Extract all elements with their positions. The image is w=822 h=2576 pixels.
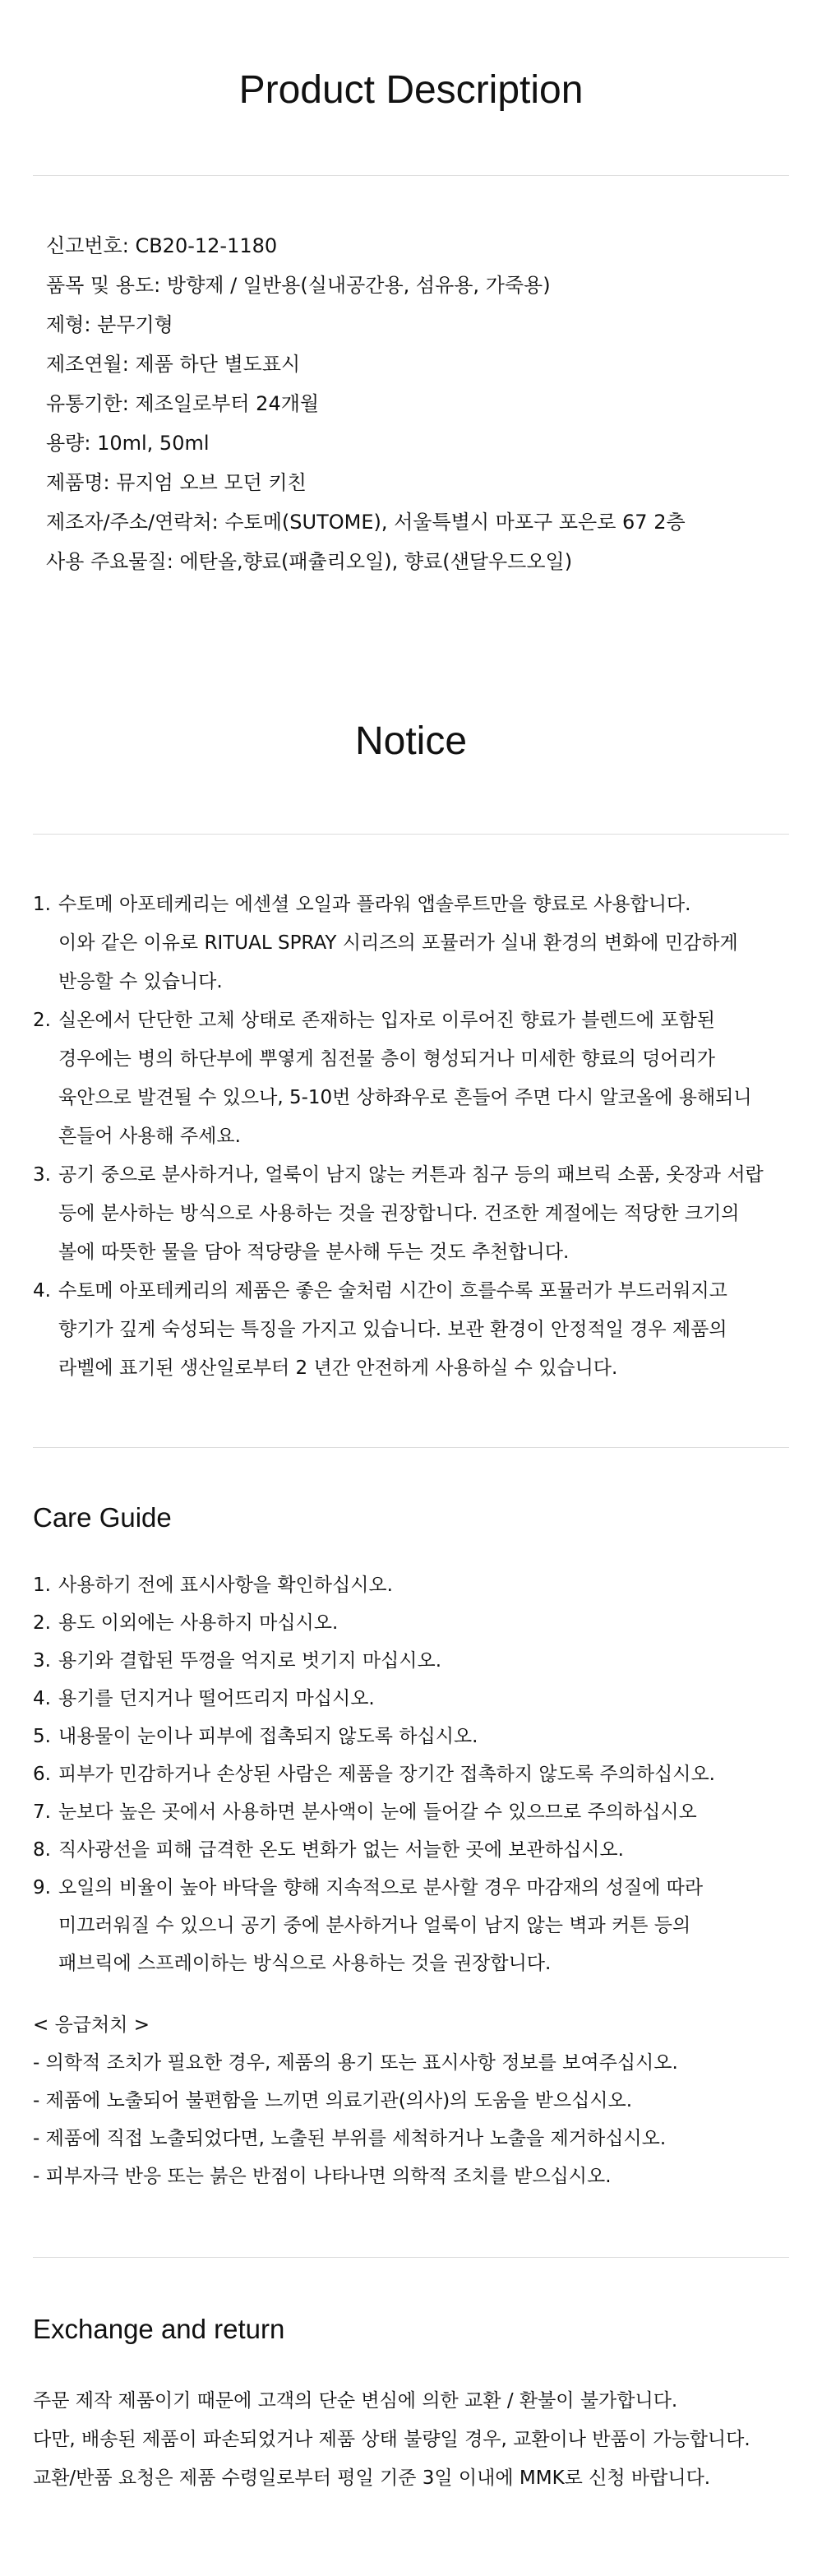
item-number: 4. <box>33 1688 51 1709</box>
item-number: 7. <box>33 1801 51 1823</box>
notice-item <box>33 1156 806 1272</box>
notice-item <box>33 1001 806 1156</box>
item-number: 9. <box>33 1877 51 1898</box>
exchange-return-title: Exchange and return <box>33 2314 285 2344</box>
care-line: 오일의 비율이 높아 바닥을 향해 지속적으로 분사할 경우 마감재의 성질에 따라 <box>58 1877 704 1898</box>
emergency-heading: < 응급처치 > <box>33 2014 150 2036</box>
divider <box>33 2257 789 2258</box>
notice-line: 경우에는 병의 하단부에 뿌옇게 침전물 층이 형성되거나 미세한 향료의 덩어리가 <box>58 1048 715 1070</box>
notice-line: 이와 같은 이유로 RITUAL SPRAY 시리즈의 포뮬러가 실내 환경의 변화에 민감하게 <box>58 932 738 954</box>
item-number: 4. <box>33 1280 51 1302</box>
item-number: 1. <box>33 894 51 915</box>
info-row: 용량: 10ml, 50ml <box>46 432 210 455</box>
notice-line: 육안으로 발견될 수 있으나, 5-10번 상하좌우로 흔들어 주면 다시 알코올에 용해되니 <box>58 1087 752 1108</box>
care-item <box>33 1718 806 1755</box>
care-guide-title: Care Guide <box>33 1502 172 1533</box>
care-item <box>33 1793 806 1831</box>
care-line: 직사광선을 피해 급격한 온도 변화가 없는 서늘한 곳에 보관하십시오. <box>58 1839 624 1861</box>
exchange-line: 다만, 배송된 제품이 파손되었거나 제품 상태 불량일 경우, 교환이나 반품이 가능합니다. <box>33 2429 750 2450</box>
care-item <box>33 1869 806 1982</box>
notice-line: 볼에 따뜻한 물을 담아 적당량을 분사해 두는 것도 추천합니다. <box>58 1242 570 1263</box>
care-item <box>33 1642 806 1680</box>
notice-line: 등에 분사하는 방식으로 사용하는 것을 권장합니다. 건조한 계절에는 적당한 크기의 <box>58 1203 740 1224</box>
care-line: 패브릭에 스프레이하는 방식으로 사용하는 것을 권장합니다. <box>58 1953 552 1974</box>
care-line: 미끄러워질 수 있으니 공기 중에 분사하거나 얼룩이 남지 않는 벽과 커튼 등의 <box>58 1915 691 1936</box>
care-item <box>33 1755 806 1793</box>
info-row: 제형: 분무기형 <box>46 313 173 336</box>
notice-line: 실온에서 단단한 고체 상태로 존재하는 입자로 이루어진 향료가 블렌드에 포함된 <box>58 1010 715 1031</box>
info-row: 유통기한: 제조일로부터 24개월 <box>46 392 320 415</box>
product-info-list <box>46 226 786 581</box>
divider <box>33 1447 789 1448</box>
care-line: 내용물이 눈이나 피부에 접촉되지 않도록 하십시오. <box>58 1726 478 1747</box>
item-number: 3. <box>33 1164 51 1186</box>
item-number: 5. <box>33 1726 51 1747</box>
item-number: 6. <box>33 1764 51 1785</box>
notice-item <box>33 1272 806 1388</box>
exchange-line: 교환/반품 요청은 제품 수령일로부터 평일 기준 3일 이내에 MMK로 신청 바랍니다. <box>33 2467 711 2489</box>
item-number: 2. <box>33 1612 51 1634</box>
care-line: 사용하기 전에 표시사항을 확인하십시오. <box>58 1575 393 1596</box>
item-number: 8. <box>33 1839 51 1861</box>
notice-list <box>33 886 806 1388</box>
notice-title: Notice <box>354 719 468 763</box>
care-line: 용도 이외에는 사용하지 마십시오. <box>58 1612 339 1634</box>
notice-line: 라벨에 표기된 생산일로부터 2 년간 안전하게 사용하실 수 있습니다. <box>58 1357 618 1379</box>
product-description-title: Product Description <box>238 68 584 112</box>
info-row: 제조연월: 제품 하단 별도표시 <box>46 353 301 376</box>
item-number: 3. <box>33 1650 51 1672</box>
emergency-line: - 제품에 노출되어 불편함을 느끼면 의료기관(의사)의 도움을 받으십시오. <box>33 2090 633 2111</box>
item-number: 1. <box>33 1575 51 1596</box>
notice-line: 수토메 아포테케리는 에센셜 오일과 플라워 앱솔루트만을 향료로 사용합니다. <box>58 894 691 915</box>
notice-line: 흔들어 사용해 주세요. <box>58 1126 241 1147</box>
care-line: 피부가 민감하거나 손상된 사람은 제품을 장기간 접촉하지 않도록 주의하십시오. <box>58 1764 715 1785</box>
notice-line: 수토메 아포테케리의 제품은 좋은 술처럼 시간이 흐를수록 포뮬러가 부드러워지고 <box>58 1280 727 1302</box>
emergency-line: - 의학적 조치가 필요한 경우, 제품의 용기 또는 표시사항 정보를 보여주십시오. <box>33 2052 678 2074</box>
info-row: 사용 주요물질: 에탄올,향료(패츌리오일), 향료(샌달우드오일) <box>46 550 573 573</box>
notice-line: 공기 중으로 분사하거나, 얼룩이 남지 않는 커튼과 침구 등의 패브릭 소품, 옷장과 서랍 <box>58 1164 764 1186</box>
care-item <box>33 1604 806 1642</box>
notice-line: 향기가 깊게 숙성되는 특징을 가지고 있습니다. 보관 환경이 안정적일 경우 제품의 <box>58 1319 727 1340</box>
care-guide-list <box>33 1566 806 1982</box>
exchange-line: 주문 제작 제품이기 때문에 고객의 단순 변심에 의한 교환 / 환불이 불가합니다. <box>33 2390 678 2412</box>
item-number: 2. <box>33 1010 51 1031</box>
emergency-line: - 피부자극 반응 또는 붉은 반점이 나타나면 의학적 조치를 받으십시오. <box>33 2166 612 2187</box>
care-item <box>33 1680 806 1718</box>
care-line: 용기와 결합된 뚜껑을 억지로 벗기지 마십시오. <box>58 1650 442 1672</box>
info-row: 제품명: 뮤지엄 오브 모던 키친 <box>46 471 307 494</box>
care-line: 용기를 던지거나 떨어뜨리지 마십시오. <box>58 1688 375 1709</box>
info-row: 제조자/주소/연락처: 수토메(SUTOME), 서울특별시 마포구 포은로 67 2층 <box>46 511 686 534</box>
divider <box>33 834 789 835</box>
emergency-list <box>33 2006 806 2195</box>
care-item <box>33 1831 806 1869</box>
info-row: 신고번호: CB20-12-1180 <box>46 234 278 257</box>
exchange-return-text <box>33 2382 806 2498</box>
emergency-line: - 제품에 직접 노출되었다면, 노출된 부위를 세척하거나 노출을 제거하십시오. <box>33 2128 667 2149</box>
info-row: 품목 및 용도: 방향제 / 일반용(실내공간용, 섬유용, 가죽용) <box>46 274 551 297</box>
notice-line: 반응할 수 있습니다. <box>58 971 223 992</box>
notice-item <box>33 886 806 1001</box>
care-line: 눈보다 높은 곳에서 사용하면 분사액이 눈에 들어갈 수 있으므로 주의하십시오 <box>58 1801 697 1823</box>
care-item <box>33 1566 806 1604</box>
divider <box>33 175 789 176</box>
